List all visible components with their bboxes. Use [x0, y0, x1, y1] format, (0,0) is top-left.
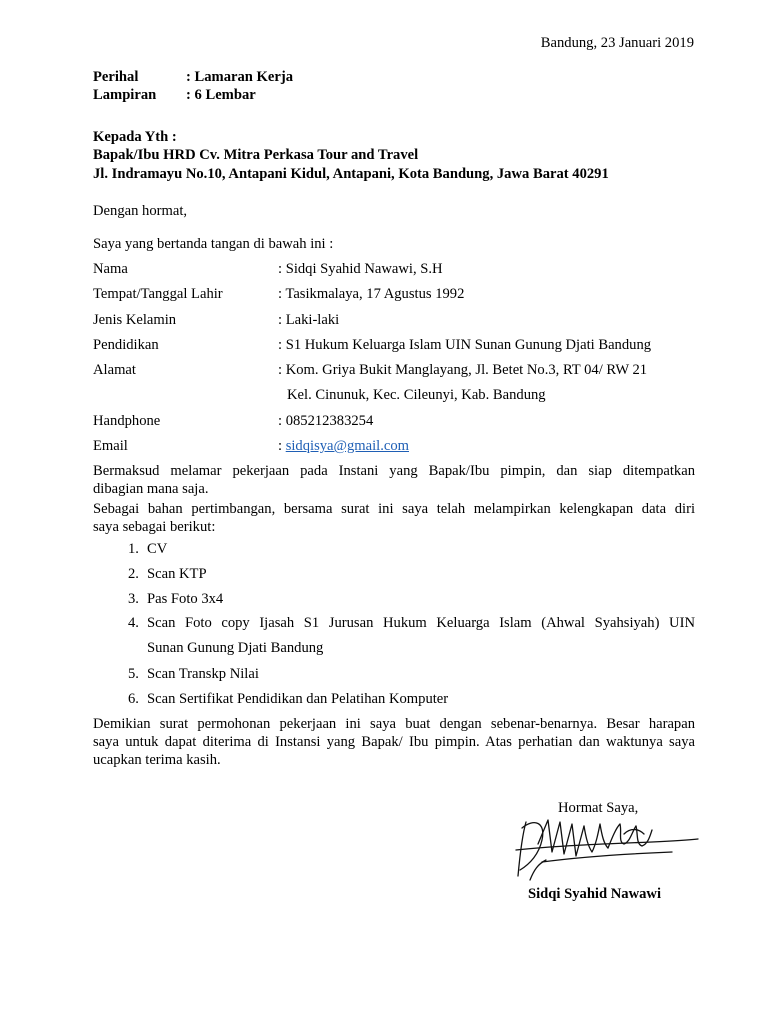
list-text-continued: Sunan Gunung Djati Bandung [147, 640, 324, 656]
identity-value: : 085212383254 [278, 413, 374, 429]
identity-label: Nama [93, 261, 128, 277]
identity-value: : Laki-laki [278, 312, 340, 328]
email-colon: : [278, 438, 286, 454]
lampiran-label: Lampiran [93, 87, 157, 103]
list-number: 2. [128, 566, 139, 582]
identity-value: : S1 Hukum Keluarga Islam UIN Sunan Gunung Djati Bandung [278, 337, 652, 353]
email-row [278, 437, 409, 455]
paragraph-line: Sebagai bahan pertimbangan, bersama surat ini saya telah melampirkan kelengkapan data diri [93, 501, 695, 517]
signature-icon [512, 814, 702, 886]
regards-text: Hormat Saya, [558, 800, 639, 816]
place-date: Bandung, 23 Januari 2019 [540, 35, 694, 51]
identity-label: Alamat [93, 362, 136, 378]
salutation: Dengan hormat, [93, 203, 188, 219]
list-number: 6. [128, 691, 139, 707]
identity-value: : Tasikmalaya, 17 Agustus 1992 [278, 286, 465, 302]
list-text: Scan KTP [147, 566, 207, 582]
list-number: 5. [128, 666, 139, 682]
list-number: 3. [128, 591, 139, 607]
paragraph-closing [93, 715, 695, 769]
list-text: Scan Foto copy Ijasah S1 Jurusan Hukum Keluarga Islam (Ahwal Syahsiyah) UIN [147, 615, 695, 631]
paragraph-intent [93, 462, 695, 498]
recipient-address: Jl. Indramayu No.10, Antapani Kidul, Antapani, Kota Bandung, Jawa Barat 40291 [93, 166, 609, 182]
list-text: CV [147, 541, 168, 557]
identity-value: : Kom. Griya Bukit Manglayang, Jl. Betet No.3, RT 04/ RW 21 [278, 362, 648, 378]
list-text: Scan Transkp Nilai [147, 666, 259, 682]
list-text: Pas Foto 3x4 [147, 591, 224, 607]
identity-value: : Sidqi Syahid Nawawi, S.H [278, 261, 443, 277]
paragraph-line: saya sebagai berikut: [93, 519, 216, 535]
paragraph-line: saya untuk dapat diterima di Instansi yang Bapak/ Ibu pimpin. Atas perhatian dan waktunya saya [93, 734, 695, 750]
identity-label: Jenis Kelamin [93, 312, 177, 328]
list-number: 4. [128, 615, 139, 631]
paragraph-line: dibagian mana saja. [93, 481, 209, 497]
intro-text: Saya yang bertanda tangan di bawah ini : [93, 236, 334, 252]
recipient-name: Bapak/Ibu HRD Cv. Mitra Perkasa Tour and Travel [93, 147, 419, 163]
lampiran-value: : 6 Lembar [186, 87, 256, 103]
identity-label: Tempat/Tanggal Lahir [93, 286, 223, 302]
paragraph-line: ucapkan terima kasih. [93, 752, 221, 768]
paragraph-line: Demikian surat permohonan pekerjaan ini saya buat dengan sebenar-benarnya. Besar harapan [93, 716, 695, 732]
signer-name: Sidqi Syahid Nawawi [528, 886, 662, 902]
identity-value-continued: Kel. Cinunuk, Kec. Cileunyi, Kab. Bandung [287, 387, 546, 403]
paragraph-line: Bermaksud melamar pekerjaan pada Instani yang Bapak/Ibu pimpin, dan siap ditempatkan [93, 463, 695, 479]
paragraph-consideration [93, 500, 695, 536]
identity-label: Email [93, 438, 128, 454]
perihal-label: Perihal [93, 69, 139, 85]
identity-label: Handphone [93, 413, 161, 429]
perihal-value: : Lamaran Kerja [186, 69, 293, 85]
list-text: Scan Sertifikat Pendidikan dan Pelatihan Komputer [147, 691, 449, 707]
list-number: 1. [128, 541, 139, 557]
email-link[interactable]: sidqisya@gmail.com [285, 438, 409, 454]
recipient-greeting: Kepada Yth : [93, 129, 177, 145]
identity-label: Pendidikan [93, 337, 159, 353]
list-text-block [147, 614, 695, 657]
